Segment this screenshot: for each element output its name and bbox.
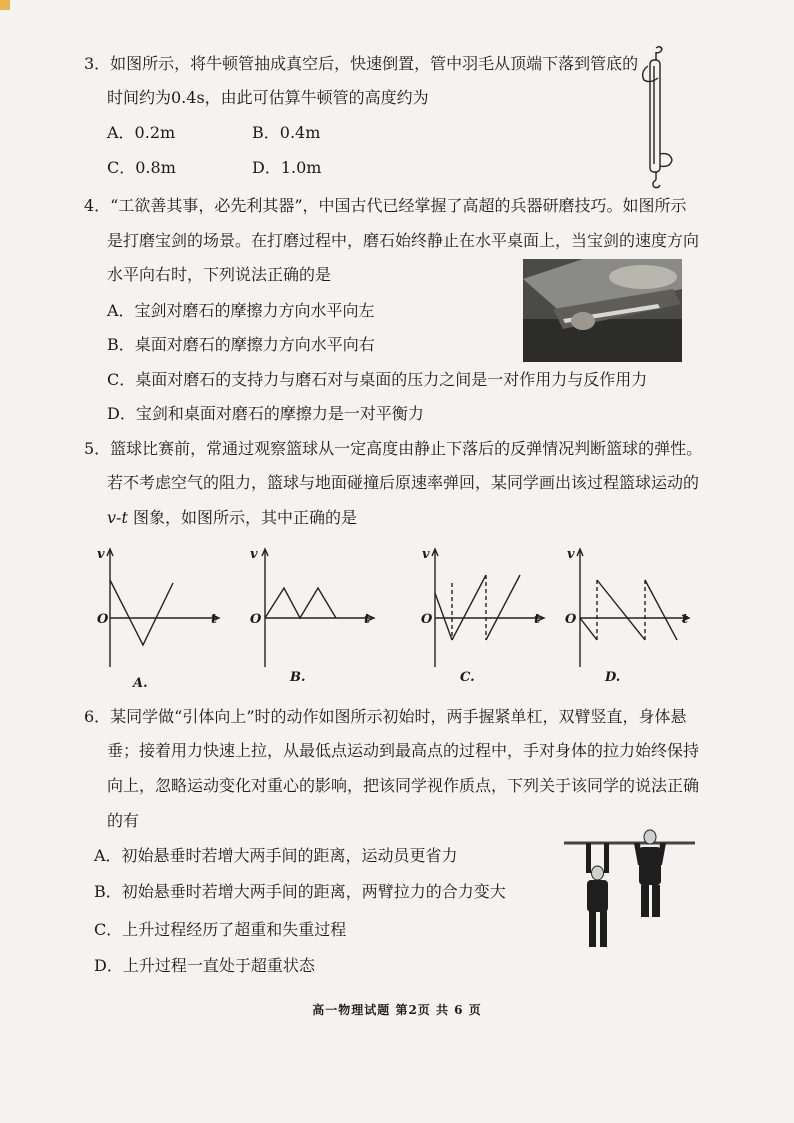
- q4-option-c: C．桌面对磨石的支持力与磨石对与桌面的压力之间是一对作用力与反作用力: [107, 370, 648, 389]
- q6-option-c: C．上升过程经历了超重和失重过程: [94, 920, 347, 939]
- graph-d-label: D.: [605, 670, 621, 685]
- graph-b-v-label: v: [250, 547, 258, 562]
- q4-stem-line3: 水平向右时，下列说法正确的是: [107, 265, 332, 284]
- q4-option-d: D．宝剑和桌面对磨石的摩擦力是一对平衡力: [107, 404, 424, 423]
- q5-stem-line2: 若不考虑空气的阻力，篮球与地面碰撞后原速率弹回，某同学画出该过程篮球运动的: [107, 473, 700, 492]
- graph-d-t-label: t: [682, 612, 689, 627]
- q4-option-a: A．宝剑对磨石的摩擦力方向水平向左: [107, 301, 375, 320]
- vt-graph-a: [95, 545, 225, 670]
- newton-tube-figure: [632, 44, 682, 192]
- q6-stem-line3: 向上，忽略运动变化对重心的影响，把该同学视作质点，下列关于该同学的说法正确: [107, 776, 700, 795]
- q3-option-d: D．1.0m: [252, 158, 322, 177]
- q5-stem-line3-rest: 图象，如图所示，其中正确的是: [127, 508, 357, 527]
- page-corner-mark: [0, 0, 10, 10]
- q6-option-b: B．初始悬垂时若增大两手间的距离，两臂拉力的合力变大: [94, 882, 506, 901]
- q4-stem-line1: 4．“工欲善其事，必先利其器”，中国古代已经掌握了高超的兵器研磨技巧。如图所示: [84, 196, 687, 215]
- q6-stem-line2: 垂；接着用力快速上拉，从最低点运动到最高点的过程中，手对身体的拉力始终保持: [107, 741, 700, 760]
- graph-d-origin-label: O: [565, 612, 577, 627]
- graph-a-label: A.: [133, 676, 148, 691]
- vt-graph-c: [420, 545, 550, 670]
- q6-stem-line4: 的有: [107, 811, 140, 830]
- q3-option-a: A．0.2m: [107, 123, 176, 142]
- q6-option-a: A．初始悬垂时若增大两手间的距离，运动员更省力: [94, 846, 458, 865]
- graph-b-origin-label: O: [250, 612, 262, 627]
- vt-graph-d: [565, 545, 695, 670]
- q3-option-c: C．0.8m: [107, 158, 176, 177]
- q6-option-d: D．上升过程一直处于超重状态: [94, 956, 315, 975]
- pull-up-figure: [562, 825, 697, 955]
- graph-a-t-label: t: [211, 612, 218, 627]
- q4-option-b: B．桌面对磨石的摩擦力方向水平向右: [107, 335, 375, 354]
- graph-c-t-label: t: [534, 612, 541, 627]
- q4-stem-line2: 是打磨宝剑的场景。在打磨过程中，磨石始终静止在水平桌面上，当宝剑的速度方向: [107, 231, 700, 250]
- graph-b-label: B.: [290, 670, 306, 685]
- vt-symbol: v-t: [107, 508, 128, 527]
- q3-stem-line2: 时间约为0.4s，由此可估算牛顿管的高度约为: [107, 88, 429, 107]
- q5-stem-line3: [107, 510, 357, 526]
- graph-b-t-label: t: [364, 612, 371, 627]
- graph-c-origin-label: O: [421, 612, 433, 627]
- graph-c-v-label: v: [422, 547, 430, 562]
- q6-stem-line1: 6．某同学做“引体向上”时的动作如图所示初始时，两手握紧单杠，双臂竖直，身体悬: [84, 707, 687, 726]
- vt-graph-b: [250, 545, 380, 670]
- graph-d-v-label: v: [567, 547, 575, 562]
- graph-a-v-label: v: [97, 547, 105, 562]
- graph-a-origin-label: O: [97, 612, 109, 627]
- q5-stem-line1: 5．篮球比赛前，常通过观察篮球从一定高度由静止下落后的反弹情况判断篮球的弹性。: [84, 439, 703, 458]
- q3-stem-line1: 3．如图所示，将牛顿管抽成真空后，快速倒置，管中羽毛从顶端下落到管底的: [84, 54, 639, 73]
- page-footer: 高一物理试题 第2页 共 6 页: [312, 1003, 482, 1017]
- sword-grinding-photo: [523, 259, 682, 362]
- graph-c-label: C.: [460, 670, 475, 685]
- q3-option-b: B．0.4m: [252, 123, 321, 142]
